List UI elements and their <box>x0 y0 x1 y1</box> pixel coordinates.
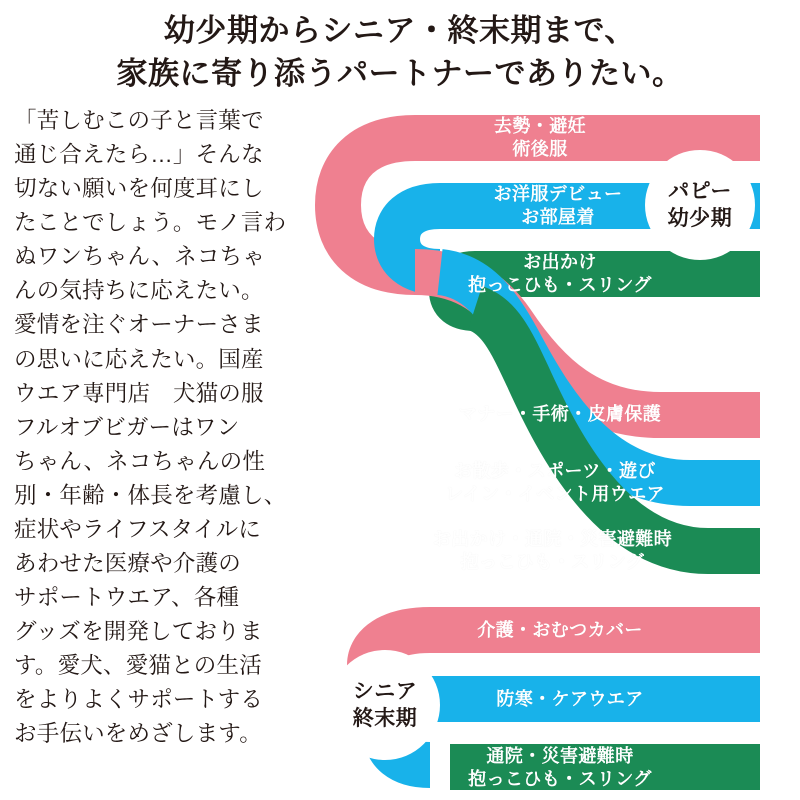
page-title <box>0 10 800 96</box>
body-copy-line: んの気持ちに応えたい。 <box>14 278 264 304</box>
band-label-senior-pink: 介護・おむつカバー <box>477 620 643 640</box>
body-copy-line: の思いに応えたい。国産 <box>14 346 264 372</box>
body-copy-line: ぬワンちゃん、ネコちゃ <box>14 244 266 270</box>
body-copy-line: 症状やライフスタイルに <box>14 516 262 542</box>
body-copy-line: 「苦しむこの子と言葉で <box>14 108 264 133</box>
body-copy-line: ウエア専門店 犬猫の服 <box>14 380 264 406</box>
band-label-senior-blue: 防寒・ケアウエア <box>496 689 644 709</box>
band-label-puppy-green: お出かけ 抱っこひも・スリング <box>468 252 652 296</box>
band-label-adult-pink: マナー・手術・皮膚保護 <box>458 404 662 424</box>
band-label-adult-green: お出かけ・通院・災害避難時 抱っこひも・スリング <box>432 529 673 573</box>
body-copy-line: 通じ合えたら…」そんな <box>14 142 264 168</box>
body-copy-line: 別・年齢・体長を考慮し、 <box>14 482 287 508</box>
body-copy-line: グッズを開発しておりま <box>14 619 263 645</box>
stage-badge-senior: シニア 終末期 <box>330 650 440 760</box>
stage-badge-puppy: パピー 幼少期 <box>645 150 755 260</box>
band-label-adult-blue: お散歩・スポーツ・遊び レイン・イベント用ウエア <box>445 461 665 505</box>
body-copy <box>14 104 304 751</box>
body-copy-line: す。愛犬、愛猫との生活 <box>14 653 262 679</box>
body-copy-line: あわせた医療や介護の <box>14 551 242 577</box>
body-copy-line: サポートウエア、各種 <box>14 585 240 611</box>
lifestage-ribbon-diagram <box>300 95 800 800</box>
body-copy-line: 愛情を注ぐオーナーさま <box>14 312 264 338</box>
band-label-senior-green: 通院・災害避難時 抱っこひも・スリング <box>468 746 652 790</box>
band-label-puppy-pink: 去勢・避妊 術後服 <box>494 116 586 160</box>
body-copy-line: ちゃん、ネコちゃんの性 <box>14 448 266 474</box>
band-label-puppy-blue: お洋服デビュー お部屋着 <box>493 184 623 228</box>
body-copy-line: をよりよくサポートする <box>14 687 264 713</box>
page-title-line-2: 家族に寄り添うパートナーでありたい。 <box>116 55 684 91</box>
body-copy-line: 切ない願いを何度耳にし <box>14 176 264 202</box>
body-copy-line: たことでしょう。モノ言わ <box>14 210 287 236</box>
page-title-line-1: 幼少期からシニア・終末期まで、 <box>164 13 636 48</box>
body-copy-line: お手伝いをめざします。 <box>14 721 262 747</box>
body-copy-line: フルオブビガーはワン <box>14 414 240 440</box>
